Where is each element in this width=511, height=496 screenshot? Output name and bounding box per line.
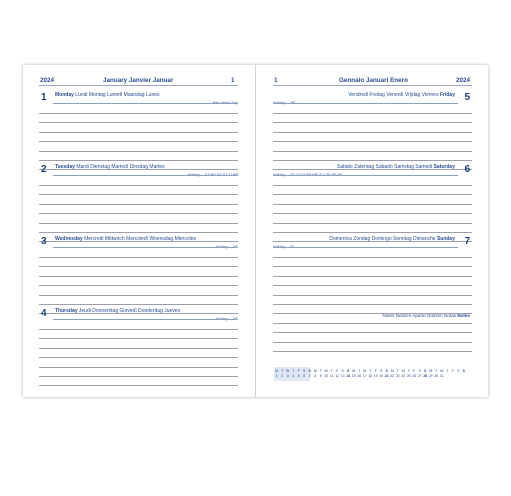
notes-line [273,342,472,343]
day-name: Monday [55,92,74,98]
day-number: 7 [464,236,470,247]
day-name-translations: Vendredi Freitag Venerdì Vrijdag Viernes [348,92,439,98]
day-block [256,159,488,231]
day-note: Holiday — AZ NG NZ GT TI HR [187,173,238,177]
writing-line [273,122,472,123]
day-name-translations: Jeudi Donnerstag Giovedì Donderdag Jueves [78,308,181,314]
writing-line [39,132,238,133]
notes-label: Notes [457,313,470,318]
writing-line [39,151,238,152]
page-number: 1 [231,77,235,84]
month-title: Gennaio Januari Enero [339,77,408,84]
mini-calendar-date: 2 [281,374,284,378]
mini-calendar-date: 16 [357,374,362,378]
header-rule [273,85,472,86]
day-name: Friday [439,92,455,98]
month-title: January Janvier Januar [103,77,174,84]
mini-calendar-date: 27 [417,374,422,378]
mini-calendar-date: 12 [335,374,340,378]
day-number: 1 [41,92,47,103]
header-rule [39,85,238,86]
mini-calendar-date: 24 [401,374,406,378]
writing-line [39,257,238,258]
mini-calendar-weekday: W [362,369,367,373]
writing-line [39,357,238,358]
day-block [23,87,255,159]
writing-line [273,185,472,186]
mini-calendar-weekday: S [379,369,383,373]
writing-line [39,348,238,349]
writing-line [273,213,472,214]
day-name-translations: Mardi Dienstag Martedì Dinsdag Martes [76,164,165,170]
day-name-translations: Lundi Montag Lunedì Maandag Lunes [75,92,160,98]
mini-calendar-weekday: M [429,369,433,373]
day-number: 4 [41,308,47,319]
writing-line [39,329,238,330]
mini-calendar-weekday: F [374,369,377,373]
mini-calendar-weekday: M [313,369,317,373]
mini-calendar-weekday: T [358,369,361,373]
writing-line [39,204,238,205]
mini-calendar-date: 13 [340,374,345,378]
mini-calendar-date: 11 [329,374,334,378]
notes-translations: Notes Notizen Aparte Notizen Notas [382,313,456,318]
mini-calendar-date: 14 [346,374,351,378]
writing-line [39,285,238,286]
mini-calendar-date: 26 [412,374,417,378]
day-note: Holiday — AT CY FI GR HR IT LI PL SE SK [273,173,343,177]
day-block [23,231,255,303]
writing-line [39,223,238,224]
day-note: New Year's Day [212,101,238,105]
writing-line [39,122,238,123]
mini-calendar-date: 19 [373,374,378,378]
notes-line [273,332,472,333]
writing-line [273,304,472,305]
mini-calendar-weekday: M [352,369,356,373]
mini-calendar-weekday: W [439,369,444,373]
day-names [55,236,196,242]
day-heading-rule [273,247,458,248]
mini-calendar-weekday: F [297,369,300,373]
day-note: Holiday — NE [273,101,296,105]
mini-calendar-weekday: T [292,369,295,373]
mini-calendar-date: 10 [324,374,329,378]
mini-calendar-weekday: S [308,369,311,373]
mini-calendar-date: 30 [434,374,439,378]
day-name: Wednesday [55,236,83,242]
mini-calendar-weekday: T [281,369,284,373]
mini-calendar-weekday: T [446,369,449,373]
writing-line [273,132,472,133]
day-name-translations: Mercredi Mittwoch Mercoledì Woensdag Miércoles [84,236,196,242]
mini-calendar-date: 15 [351,374,356,378]
day-name-translations: Sabato Zaterdag Sábado Samstag Samedi [336,164,433,170]
day-block [23,159,255,231]
day-number: 3 [41,236,47,247]
mini-calendar-weekday: T [319,369,322,373]
day-name: Thursday [55,308,78,314]
mini-calendar-date: 22 [390,374,395,378]
mini-calendar-date: 21 [384,374,389,378]
mini-calendar-weekday: F [451,369,454,373]
page-number: 1 [274,77,278,84]
writing-line [39,276,238,277]
writing-line [39,266,238,267]
mini-calendar-date: 29 [428,374,433,378]
mini-calendar-weekday: T [407,369,410,373]
writing-line [273,257,472,258]
day-note: Holiday — NZ [215,317,238,321]
mini-calendar-date: 3 [286,374,289,378]
year-label: 2024 [40,77,55,84]
writing-line [273,141,472,142]
day-name-translations: Domenica Zondag Domingo Sonntag Dimanche [329,236,436,242]
mini-calendar-weekday: T [396,369,399,373]
writing-line [39,185,238,186]
mini-calendar-weekday: M [275,369,279,373]
writing-line [39,385,238,386]
mini-calendar-weekday: F [336,369,339,373]
writing-line [39,113,238,114]
mini-calendar-date: 23 [395,374,400,378]
day-note: Holiday — NZ [215,245,238,249]
mini-calendar-date: 1 [275,374,278,378]
mini-calendar-weekday: W [401,369,405,373]
mini-calendar-date: 18 [368,374,373,378]
mini-calendar-weekday: T [369,369,372,373]
mini-calendar-date: 6 [303,374,306,378]
writing-line [273,204,472,205]
writing-line [39,376,238,377]
writing-line [39,213,238,214]
mini-calendar-date: 7 [308,374,311,378]
day-heading-rule [53,247,238,248]
day-heading-rule [273,175,458,176]
day-number: 6 [464,164,470,175]
writing-line [273,276,472,277]
writing-line [39,194,238,195]
mini-calendar-date: 17 [362,374,367,378]
day-block [256,87,488,159]
writing-line [273,295,472,296]
day-number: 2 [41,164,47,175]
day-names [55,92,160,98]
day-block [23,303,255,375]
mini-calendar-weekday: S [385,369,388,373]
mini-calendar-weekday: S [462,369,465,373]
mini-calendar-weekday: W [324,369,328,373]
mini-calendar-date: 4 [292,374,295,378]
mini-calendar [274,367,468,381]
mini-calendar-weekday: S [302,369,306,373]
day-block [256,231,488,303]
right-page [256,65,488,397]
notes-heading [382,313,470,318]
mini-calendar-date: 8 [314,374,317,378]
day-heading-rule [53,175,238,176]
day-names [55,308,180,314]
day-names [55,164,165,170]
writing-line [39,338,238,339]
mini-calendar-weekday: W [285,369,290,373]
writing-line [273,151,472,152]
mini-calendar-date: 9 [319,374,322,378]
day-names [348,92,455,98]
mini-calendar-date: 31 [439,374,444,378]
mini-calendar-weekday: F [413,369,416,373]
mini-calendar-weekday: S [341,369,344,373]
mini-calendar-date: 5 [297,374,300,378]
mini-calendar-weekday: S [346,369,350,373]
writing-line [273,285,472,286]
mini-calendar-weekday: T [330,369,333,373]
notes-line [273,323,472,324]
day-names [337,164,455,170]
mini-calendar-weekday: S [423,369,427,373]
left-page [23,65,255,397]
day-heading-rule [53,103,238,104]
mini-calendar-date: 28 [423,374,428,378]
day-name: Sunday [436,236,455,242]
mini-calendar-weekday: S [456,369,460,373]
mini-calendar-date: 20 [379,374,384,378]
day-name: Saturday [433,164,455,170]
mini-calendar-weekday: S [418,369,421,373]
notes-line [273,351,472,352]
day-heading-rule [273,103,458,104]
writing-line [273,194,472,195]
diary-spread [23,65,488,397]
mini-calendar-weekday: M [390,369,394,373]
day-names [329,236,455,242]
mini-calendar-date: 25 [406,374,411,378]
writing-line [39,141,238,142]
writing-line [273,266,472,267]
day-note: Holiday — EL [273,245,295,249]
day-heading-rule [53,319,238,320]
writing-line [273,223,472,224]
writing-line [39,367,238,368]
writing-line [273,113,472,114]
year-label: 2024 [456,77,471,84]
day-number: 5 [464,92,470,103]
writing-line [39,295,238,296]
mini-calendar-weekday: T [435,369,438,373]
day-name: Tuesday [55,164,75,170]
